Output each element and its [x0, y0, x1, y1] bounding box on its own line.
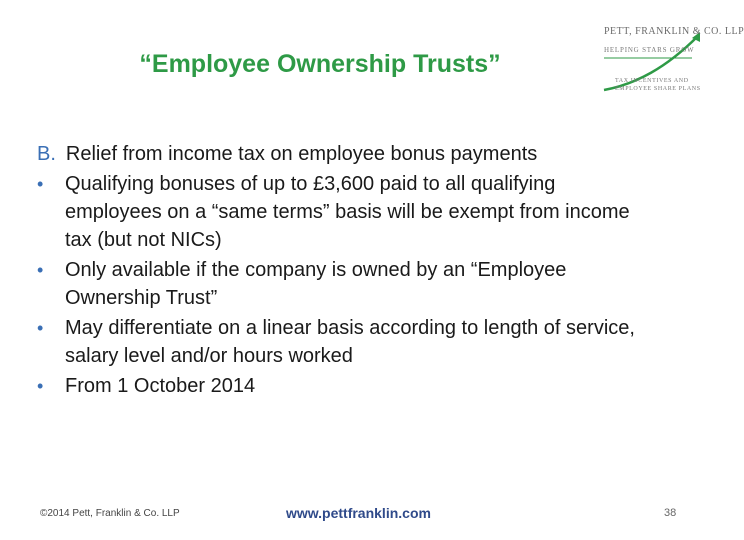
- logo-firm-name: PETT, FRANKLIN & CO. LLP: [604, 26, 744, 37]
- slide-title: “Employee Ownership Trusts”: [139, 50, 501, 78]
- bullet-list: [37, 170, 637, 400]
- bullet-item: [37, 256, 637, 312]
- page-number: 38: [664, 507, 677, 519]
- bullet-text: Only available if the company is owned by an “Employee Ownership Trust”: [65, 259, 567, 309]
- footer-copyright: ©2014 Pett, Franklin & Co. LLP: [40, 508, 180, 519]
- footer-website-link[interactable]: www.pettfranklin.com: [286, 505, 431, 521]
- logo-subline-2: EMPLOYEE SHARE PLANS: [615, 86, 701, 92]
- logo-subline-1: TAX INCENTIVES AND: [615, 78, 689, 84]
- section-heading-text: Relief from income tax on employee bonus payments: [65, 143, 538, 165]
- bullet-icon: •: [37, 174, 44, 194]
- bullet-text: May differentiate on a linear basis according to length of service, salary level and/or hours worked: [65, 317, 635, 367]
- section-heading: [37, 140, 637, 168]
- bullet-text: Qualifying bonuses of up to £3,600 paid to all qualifying employees on a “same terms” basis will be exempt from income tax (but not NICs): [65, 173, 630, 251]
- section-letter: B.: [37, 143, 56, 165]
- bullet-icon: •: [37, 376, 44, 396]
- bullet-item: [37, 170, 637, 254]
- logo-tagline: HELPING STARS GROW: [604, 46, 695, 54]
- bullet-text: From 1 October 2014: [65, 375, 256, 397]
- bullet-item: [37, 314, 637, 370]
- bullet-icon: •: [37, 318, 44, 338]
- bullet-item: [37, 372, 637, 400]
- bullet-icon: •: [37, 260, 44, 280]
- slide-content: [37, 140, 637, 402]
- company-logo: [596, 18, 744, 100]
